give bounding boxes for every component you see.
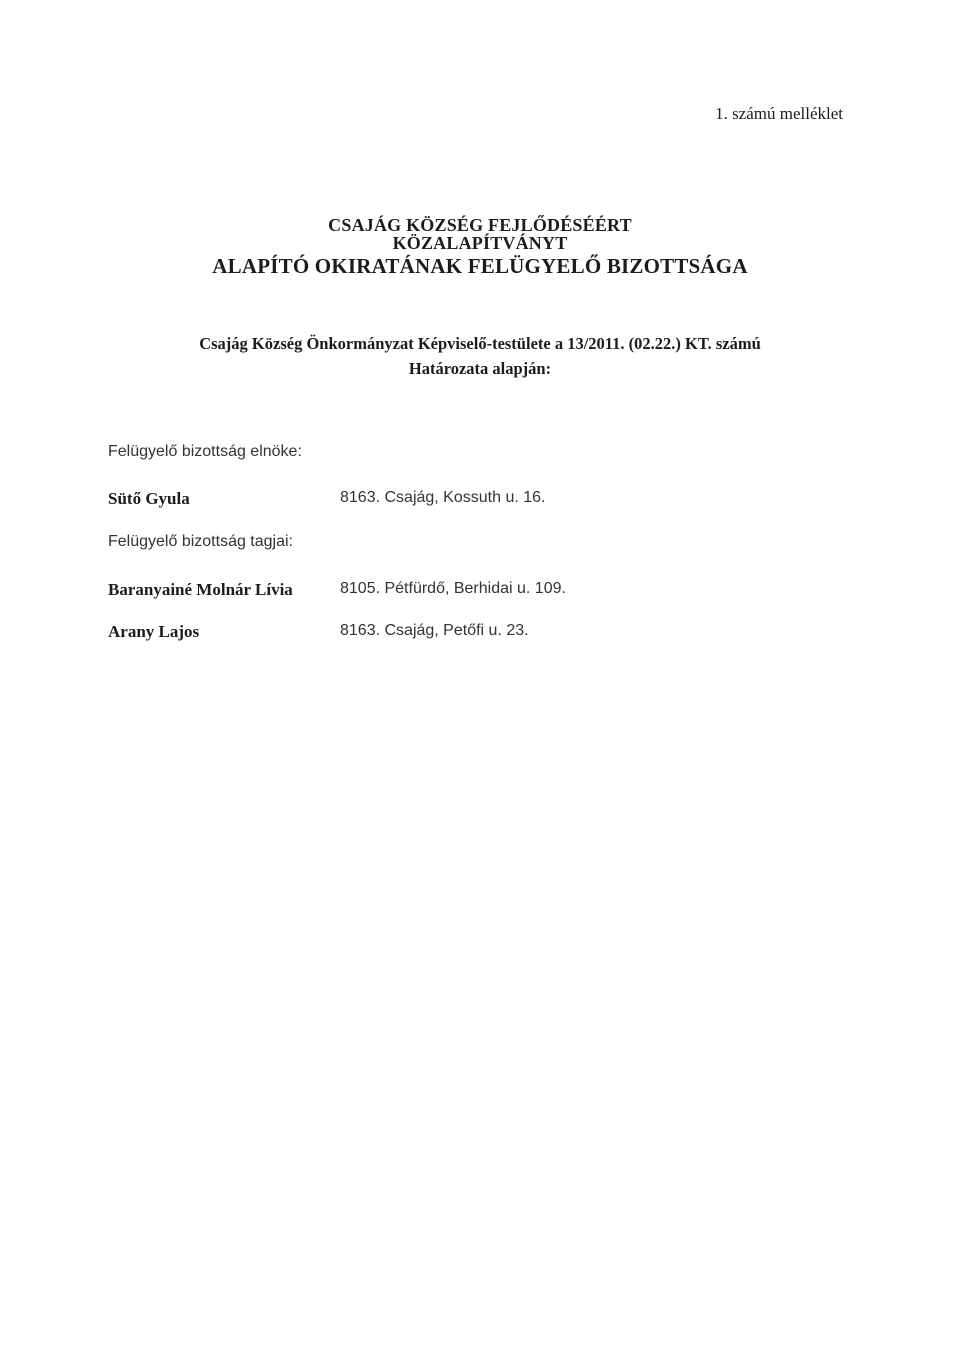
title-line-2: KÖZALAPÍTVÁNYT <box>392 233 568 253</box>
resolution-basis <box>0 331 960 381</box>
member-address: 8105. Pétfürdő, Berhidai u. 109. <box>340 580 566 597</box>
member-name: Baranyainé Molnár Lívia <box>108 580 293 599</box>
annex-label: 1. számú melléklet <box>715 104 843 123</box>
resolution-basis-line-1: Csajág Község Önkormányzat Képviselő-testülete a 13/2011. (02.22.) KT. számú <box>199 334 761 353</box>
chair-section-label: Felügyelő bizottság elnöke: <box>108 443 302 460</box>
title-line-3: ALAPÍTÓ OKIRATÁNAK FELÜGYELŐ BIZOTTSÁGA <box>212 254 748 278</box>
member-address: 8163. Csajág, Petőfi u. 23. <box>340 622 529 639</box>
chair-address: 8163. Csajág, Kossuth u. 16. <box>340 489 546 506</box>
resolution-basis-line-2: Határozata alapján: <box>408 359 552 378</box>
document-title <box>0 216 960 279</box>
chair-name: Sütő Gyula <box>108 489 190 508</box>
title-line-1: CSAJÁG KÖZSÉG FEJLŐDÉSÉÉRT <box>328 215 632 235</box>
members-section-label: Felügyelő bizottság tagjai: <box>108 533 293 550</box>
member-name: Arany Lajos <box>108 622 200 641</box>
